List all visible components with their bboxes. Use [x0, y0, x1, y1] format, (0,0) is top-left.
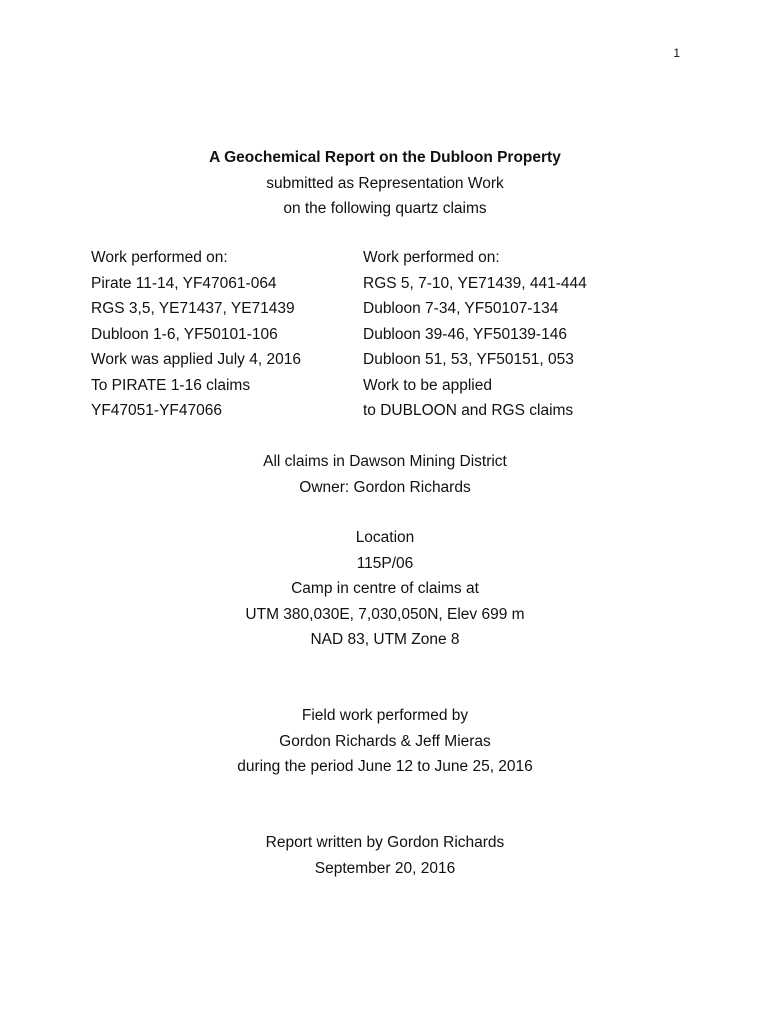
report-author: Report written by Gordon Richards — [265, 834, 505, 851]
left-column-line: Work performed on: — [91, 249, 228, 266]
title-block — [0, 145, 770, 222]
report-title: A Geochemical Report on the Dubloon Property — [209, 149, 561, 166]
left-column-line: To PIRATE 1-16 claims — [91, 376, 251, 394]
report-date: September 20, 2016 — [314, 859, 456, 877]
report-author-block — [0, 830, 770, 881]
fieldwork-block — [0, 703, 770, 780]
right-column-line: to DUBLOON and RGS claims — [363, 402, 574, 419]
location-heading: Location — [355, 529, 415, 546]
report-subtitle: submitted as Representation Work — [266, 174, 504, 192]
map-sheet: 115P/06 — [356, 554, 414, 572]
right-column-line: Work performed on: — [363, 249, 500, 266]
left-column-line: YF47051-YF47066 — [91, 402, 222, 419]
left-claims-column — [91, 245, 301, 424]
datum-line: NAD 83, UTM Zone 8 — [310, 631, 460, 648]
utm-line: UTM 380,030E, 7,030,050N, Elev 699 m — [245, 605, 525, 623]
right-column-line: RGS 5, 7-10, YE71439, 441-444 — [363, 274, 587, 292]
right-column-line: Work to be applied — [363, 376, 492, 394]
report-subtitle-claims: on the following quartz claims — [283, 200, 487, 217]
right-column-line: Dubloon 51, 53, YF50151, 053 — [363, 351, 574, 368]
fieldwork-people: Gordon Richards & Jeff Mieras — [279, 732, 491, 750]
left-column-line: Pirate 11-14, YF47061-064 — [91, 274, 277, 292]
fieldwork-period: during the period June 12 to June 25, 2016 — [237, 758, 533, 775]
fieldwork-line: Field work performed by — [301, 707, 469, 724]
right-claims-column — [363, 245, 587, 424]
page-number: 1 — [673, 46, 680, 60]
location-block — [0, 525, 770, 653]
right-column-line: Dubloon 39-46, YF50139-146 — [363, 325, 567, 343]
district-block — [0, 449, 770, 500]
right-column-line: Dubloon 7-34, YF50107-134 — [363, 300, 559, 317]
left-column-line: Work was applied July 4, 2016 — [91, 351, 301, 368]
left-column-line: Dubloon 1-6, YF50101-106 — [91, 325, 278, 343]
owner-line: Owner: Gordon Richards — [299, 478, 471, 496]
camp-line: Camp in centre of claims at — [291, 580, 479, 597]
left-column-line: RGS 3,5, YE71437, YE71439 — [91, 300, 295, 317]
district-line: All claims in Dawson Mining District — [263, 453, 507, 470]
